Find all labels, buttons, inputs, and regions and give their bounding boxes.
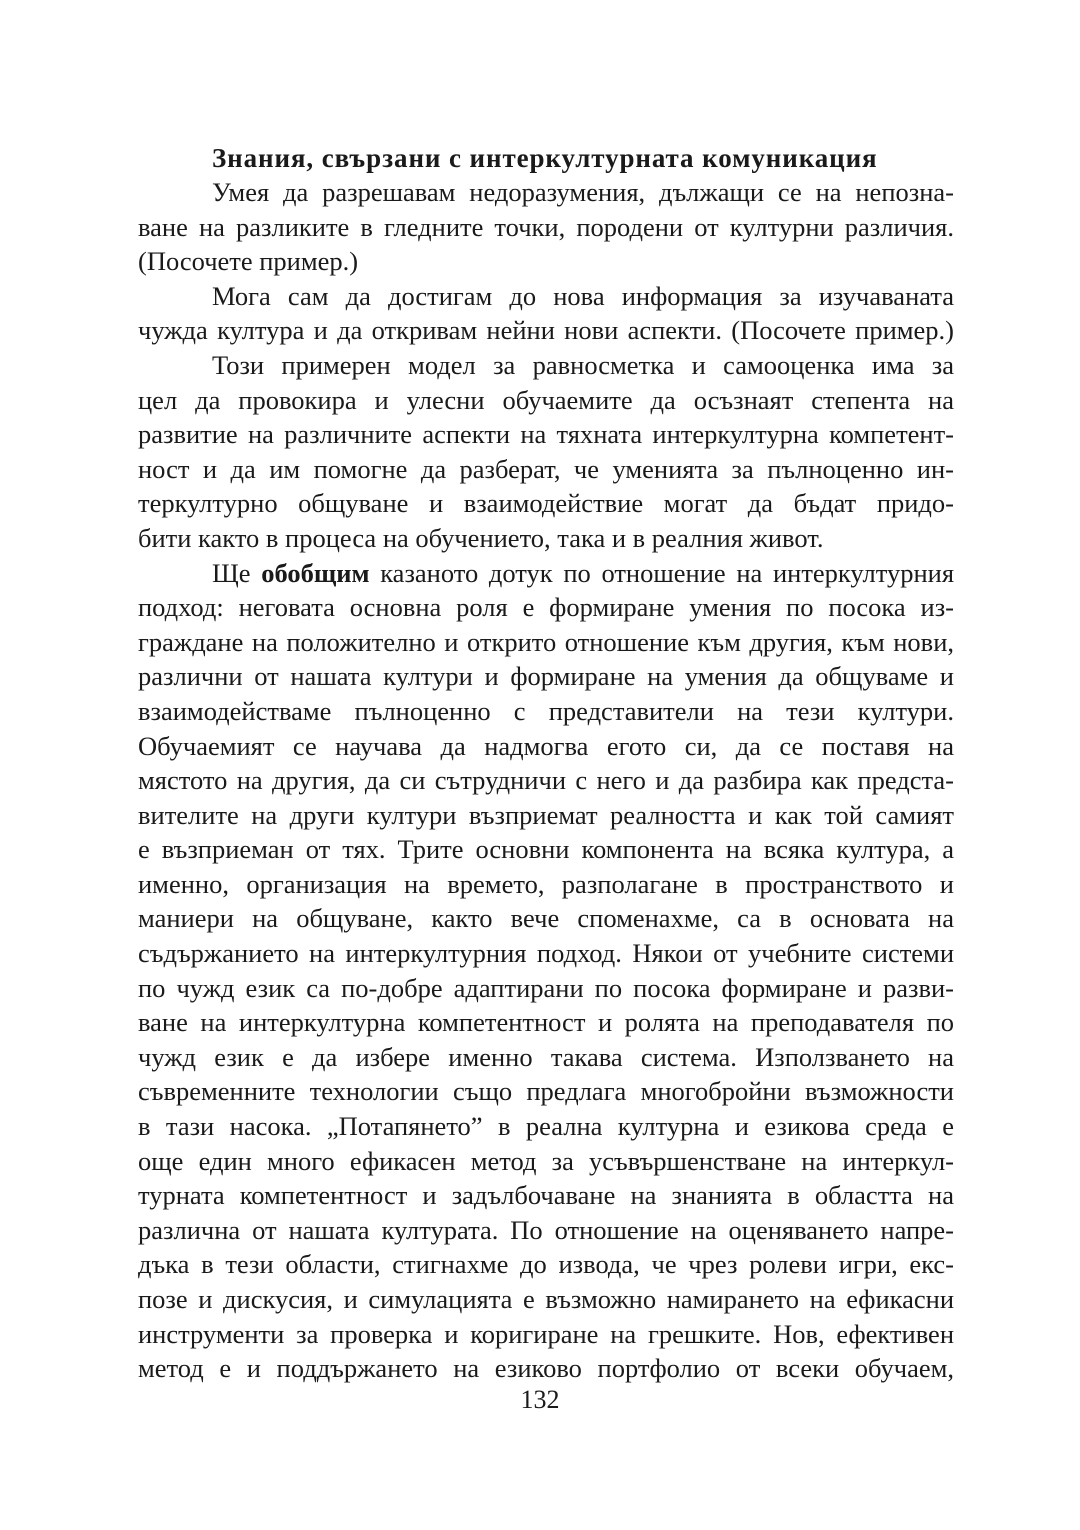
- paragraph-2: [138, 279, 954, 348]
- text-line: взаимодействаме пълноценно с представители на тези култури.: [138, 695, 954, 726]
- text-line: ване на интеркултурна компетентност и ролята на преподавателя по: [138, 1007, 954, 1038]
- summary-paragraph: [138, 556, 954, 1386]
- text-line: инструменти за проверка и коригиране на грешките. Нов, ефективен: [138, 1318, 954, 1349]
- text-fragment: казаното дотук по отношение на интеркултурния: [369, 557, 955, 588]
- text-line: Мога сам да достигам до нова информация за изучаваната: [212, 280, 954, 311]
- paragraph-1: [138, 175, 954, 279]
- text-line: съвременните технологии също предлага многобройни възможности: [138, 1076, 954, 1107]
- page-body: [138, 141, 954, 1386]
- text-line: бити както в процеса на обучението, така и в реалния живот.: [138, 522, 824, 553]
- text-line: именно, организация на времето, разполагане в пространството и: [138, 868, 954, 899]
- text-line: дъка в тези области, стигнахме до извода, че чрез ролеви игри, екс-: [138, 1249, 954, 1280]
- paragraph-3: [138, 348, 954, 556]
- page-number: 132: [520, 1385, 560, 1414]
- emphasis-word: обобщим: [261, 557, 370, 588]
- text-line: е възприеман от тях. Трите основни компонента на всяка култура, а: [138, 834, 954, 865]
- text-line: подход: неговата основна роля е формиране умения по посока из-: [138, 592, 954, 623]
- text-line: цел да провокира и улесни обучаемите да осъзнаят степента на: [138, 384, 954, 415]
- text-line: Този примерен модел за равносметка и самооценка има за: [212, 349, 954, 380]
- text-line: метод е и поддържането на езиково портфолио от всеки обучаем,: [138, 1353, 954, 1384]
- text-line: вителите на други култури възприемат реалността и как той самият: [138, 799, 954, 830]
- text-line: граждане на положително и открито отношение към другия, към нови,: [138, 626, 954, 657]
- text-line: чужд език е да избере именно такава система. Използването на: [138, 1041, 954, 1072]
- text-fragment: Ще: [212, 557, 262, 588]
- text-line: ност и да им помогне да разберат, че уменията за пълноценно ин-: [138, 453, 954, 484]
- text-line: в тази насока. „Потапянето” в реална културна и езикова среда е: [138, 1111, 954, 1142]
- text-line: съдържанието на интеркултурния подход. Някои от учебните системи: [138, 938, 954, 969]
- text-line: Обучаемият се научава да надмогва егото си, да се поставя на: [138, 730, 954, 761]
- text-line: развитие на различните аспекти на тяхната интеркултурна компетент-: [138, 419, 954, 450]
- text-line: (Посочете пример.): [138, 246, 359, 277]
- text-line: мястото на другия, да си сътрудничи с него и да разбира как предста-: [138, 765, 954, 796]
- text-line: различна от нашата културата. По отношение на оценяването напре-: [138, 1214, 954, 1245]
- text-line: ване на разликите в гледните точки, породени от културни различия.: [138, 211, 954, 242]
- text-line: [138, 556, 954, 591]
- text-line: Умея да разрешавам недоразумения, дължащи се на непозна-: [212, 177, 954, 207]
- text-line: турната компетентност и задълбочаване на знанията в областта на: [138, 1180, 954, 1211]
- text-line: още един много ефикасен метод за усъвършенстване на интеркул-: [138, 1145, 954, 1176]
- text-line: позе и дискусия, и симулацията е възможно намирането на ефикасни: [138, 1284, 954, 1314]
- text-line: различни от нашата култури и формиране на умения да общуваме и: [138, 661, 954, 692]
- text-line: чужда култура и да откривам нейни нови аспекти. (Посочете пример.): [138, 315, 954, 346]
- text-line: по чужд език са по-добре адаптирани по посока формиране и разви-: [138, 972, 954, 1003]
- section-heading: Знания, свързани с интеркултурната комуникация: [212, 143, 878, 173]
- text-line: теркултурно общуване и взаимодействие могат да бъдат придо-: [138, 488, 954, 519]
- text-line: маниери на общуване, както вече споменахме, са в основата на: [138, 903, 954, 934]
